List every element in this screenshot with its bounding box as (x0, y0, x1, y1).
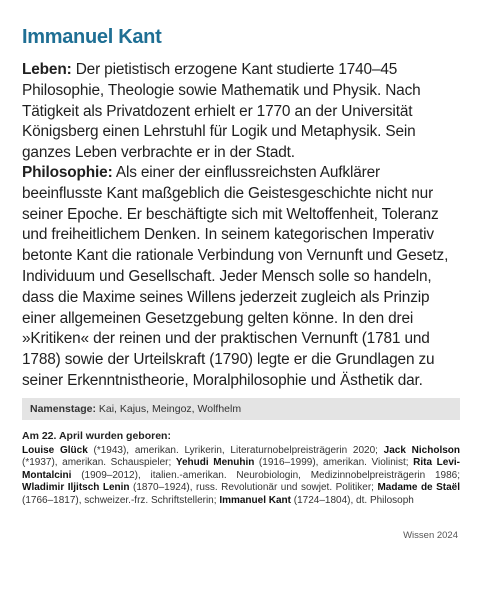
person-name: Louise Glück (22, 445, 88, 456)
person-info: (1724–1804), dt. Philosoph (291, 494, 414, 506)
namenstage-value: Kai, Kajus, Meingoz, Wolfhelm (95, 403, 242, 415)
person-info: (*1943), amerikan. Lyrikerin, Literaturnobelpreisträgerin 2020; (87, 445, 384, 456)
person-name: Rita Levi-Montalcini (22, 457, 460, 481)
person-name: Immanuel Kant (219, 494, 291, 506)
philosophie-text: Als einer der einflussreichsten Aufklärer beeinflusste Kant maßgeblich die Geistesgeschichte nicht nur seiner Epoche. Er beschäftigte sich mit Weltoffenheit, Toleranz und freiheitlichem Denken. In seinem kategorischen Imperativ betonte Kant die rationale Verbindung von Vernunft und Gesetz, Individuum und Gesellschaft. Jeder Mensch solle so handeln, dass die Maxime seines Willens jederzeit zugleich als Prinzip einer allgemeinen Gesetzgebung gelten könne. In den drei »Kritiken« der reinen und der praktischen Vernunft (1781 und 1788) sowie der Urteilskraft (1790) legte er die Grundlagen zu seiner Erkenntnistheorie, Moralphilosophie und Ästhetik dar. (22, 164, 449, 389)
born-heading: Am 22. April wurden geboren: (22, 430, 171, 442)
person-info: (1766–1817), schweizer.-frz. Schriftstellerin; (22, 494, 220, 506)
person-info: (1916–1999), amerikan. Violinist; (254, 457, 414, 469)
person-name: Jack Nicholson (383, 445, 460, 456)
philosophie-heading: Philosophie: (22, 164, 113, 181)
leben-heading: Leben: (22, 61, 72, 78)
footer-label: Wissen 2024 (403, 530, 458, 541)
person-info: (1870–1924), russ. Revolutionär und sowjet. Politiker; (129, 482, 378, 494)
person-info: (*1937), amerikan. Schauspieler; (22, 457, 176, 469)
page-title: Immanuel Kant (22, 26, 162, 48)
leben-text: Der pietistisch erzogene Kant studierte 1740–45 Philosophie, Theologie sowie Mathematik und Physik. Nach Tätigkeit als Privatdozent erhielt er 1770 an der Universität Königsberg einen Lehrstuhl für Logik und Metaphysik. Sein ganzes Leben verbrachte er in der Stadt. (22, 61, 421, 162)
philosophie-paragraph (22, 163, 460, 392)
person-name: Madame de Staël (377, 482, 461, 494)
person-name: Yehudi Menuhin (175, 457, 255, 469)
leben-paragraph (22, 60, 460, 164)
namenstage-bar (22, 398, 460, 420)
born-list (22, 445, 460, 507)
person-name: Wladimir Iljitsch Lenin (22, 482, 130, 494)
person-info: (1909–2012), italien.-amerikan. Neurobiologin, Medizinnobelpreisträgerin 1986; (71, 469, 460, 481)
namenstage-label: Namenstage: (30, 403, 96, 415)
